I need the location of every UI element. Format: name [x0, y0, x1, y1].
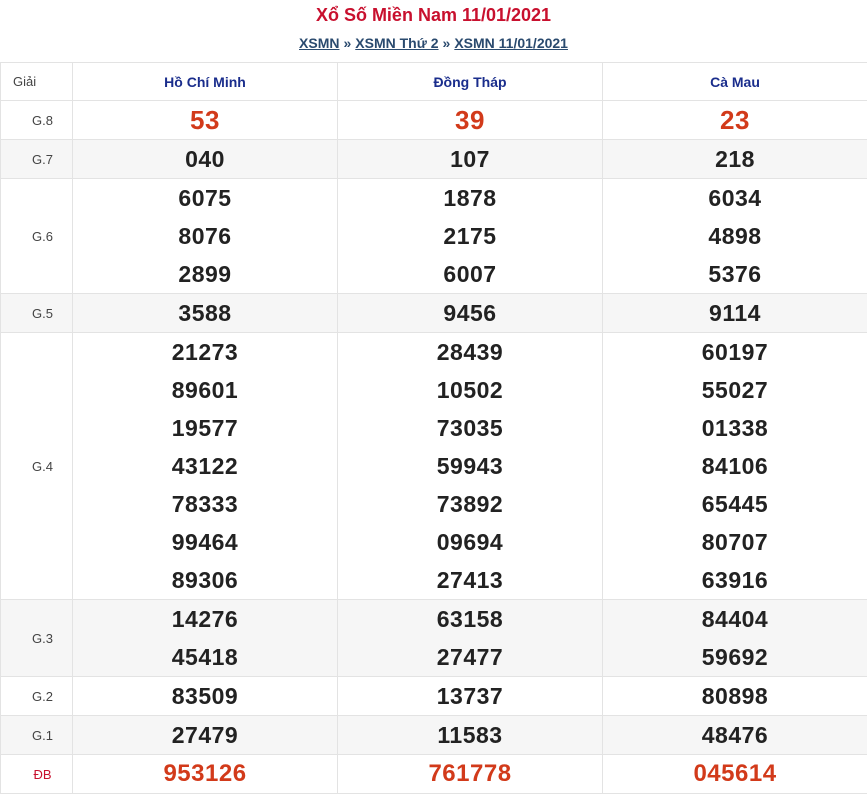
table-row [1, 140, 867, 179]
prize-cell [338, 716, 603, 755]
prize-number: 59943 [338, 447, 602, 485]
prize-number: 21273 [73, 333, 337, 371]
prize-number: 6034 [603, 179, 867, 217]
prize-number: 78333 [73, 485, 337, 523]
prize-number: 27479 [73, 716, 337, 754]
prize-number: 80898 [603, 677, 867, 715]
prize-number: 99464 [73, 523, 337, 561]
prize-number: 14276 [73, 600, 337, 638]
results-table [0, 62, 867, 794]
prize-number: 11583 [338, 716, 602, 754]
prize-cell [603, 179, 867, 294]
prize-label: G.8 [1, 101, 73, 140]
prize-label: G.6 [1, 179, 73, 294]
prize-number: 53 [73, 101, 337, 139]
prize-cell [338, 333, 603, 600]
prize-number: 761778 [338, 755, 602, 793]
table-row [1, 716, 867, 755]
prize-cell [73, 677, 338, 716]
prize-label: ĐB [1, 755, 73, 794]
prize-number: 1878 [338, 179, 602, 217]
prize-number: 5376 [603, 255, 867, 293]
prize-label: G.7 [1, 140, 73, 179]
table-row [1, 179, 867, 294]
breadcrumb-link-xsmn-thu2[interactable]: XSMN Thứ 2 [355, 35, 438, 51]
prize-number: 45418 [73, 638, 337, 676]
prize-number: 045614 [603, 755, 867, 793]
prize-number: 59692 [603, 638, 867, 676]
prize-cell [338, 140, 603, 179]
prize-number: 73892 [338, 485, 602, 523]
prize-cell [603, 677, 867, 716]
prize-number: 040 [73, 140, 337, 178]
prize-cell [73, 600, 338, 677]
prize-cell [73, 294, 338, 333]
prize-label: G.3 [1, 600, 73, 677]
prize-cell [338, 600, 603, 677]
prize-number: 60197 [603, 333, 867, 371]
prize-number: 4898 [603, 217, 867, 255]
prize-cell [73, 333, 338, 600]
prize-cell [338, 179, 603, 294]
breadcrumb-link-xsmn[interactable]: XSMN [299, 35, 339, 51]
prize-column-header: Giải [1, 63, 73, 101]
prize-cell [73, 101, 338, 140]
prize-number: 218 [603, 140, 867, 178]
prize-label: G.4 [1, 333, 73, 600]
prize-number: 43122 [73, 447, 337, 485]
prize-cell [603, 140, 867, 179]
table-header-row [1, 63, 867, 101]
prize-number: 8076 [73, 217, 337, 255]
prize-number: 39 [338, 101, 602, 139]
prize-cell [73, 140, 338, 179]
prize-number: 84404 [603, 600, 867, 638]
prize-number: 55027 [603, 371, 867, 409]
prize-label: G.2 [1, 677, 73, 716]
table-row [1, 294, 867, 333]
prize-number: 09694 [338, 523, 602, 561]
prize-number: 48476 [603, 716, 867, 754]
prize-number: 953126 [73, 755, 337, 793]
province-header-dong-thap[interactable]: Đồng Tháp [338, 63, 603, 101]
prize-number: 19577 [73, 409, 337, 447]
prize-number: 27477 [338, 638, 602, 676]
table-row [1, 600, 867, 677]
prize-number: 2175 [338, 217, 602, 255]
table-row [1, 677, 867, 716]
prize-number: 107 [338, 140, 602, 178]
prize-number: 6007 [338, 255, 602, 293]
prize-cell [603, 755, 867, 794]
prize-number: 65445 [603, 485, 867, 523]
prize-number: 10502 [338, 371, 602, 409]
prize-number: 83509 [73, 677, 337, 715]
prize-cell [73, 179, 338, 294]
prize-number: 80707 [603, 523, 867, 561]
prize-number: 63916 [603, 561, 867, 599]
prize-cell [603, 101, 867, 140]
prize-cell [338, 677, 603, 716]
prize-cell [603, 294, 867, 333]
prize-number: 73035 [338, 409, 602, 447]
prize-cell [603, 716, 867, 755]
prize-number: 63158 [338, 600, 602, 638]
prize-number: 9114 [603, 294, 867, 332]
prize-number: 89306 [73, 561, 337, 599]
breadcrumb-separator: » [443, 35, 451, 51]
prize-number: 84106 [603, 447, 867, 485]
prize-cell [338, 101, 603, 140]
prize-number: 27413 [338, 561, 602, 599]
table-row [1, 755, 867, 794]
prize-number: 6075 [73, 179, 337, 217]
prize-cell [603, 333, 867, 600]
prize-number: 89601 [73, 371, 337, 409]
prize-number: 23 [603, 101, 867, 139]
prize-cell [338, 294, 603, 333]
province-header-ca-mau[interactable]: Cà Mau [603, 63, 867, 101]
prize-number: 13737 [338, 677, 602, 715]
breadcrumb-link-xsmn-date[interactable]: XSMN 11/01/2021 [454, 35, 568, 51]
breadcrumb [0, 30, 867, 56]
prize-cell [603, 600, 867, 677]
prize-number: 9456 [338, 294, 602, 332]
prize-number: 28439 [338, 333, 602, 371]
prize-cell [338, 755, 603, 794]
province-header-ho-chi-minh[interactable]: Hồ Chí Minh [73, 63, 338, 101]
prize-cell [73, 755, 338, 794]
table-row [1, 333, 867, 600]
prize-number: 2899 [73, 255, 337, 293]
prize-label: G.1 [1, 716, 73, 755]
prize-number: 01338 [603, 409, 867, 447]
page-title: Xổ Số Miền Nam 11/01/2021 [0, 0, 867, 30]
prize-number: 3588 [73, 294, 337, 332]
table-row [1, 101, 867, 140]
prize-label: G.5 [1, 294, 73, 333]
breadcrumb-separator: » [343, 35, 351, 51]
prize-cell [73, 716, 338, 755]
